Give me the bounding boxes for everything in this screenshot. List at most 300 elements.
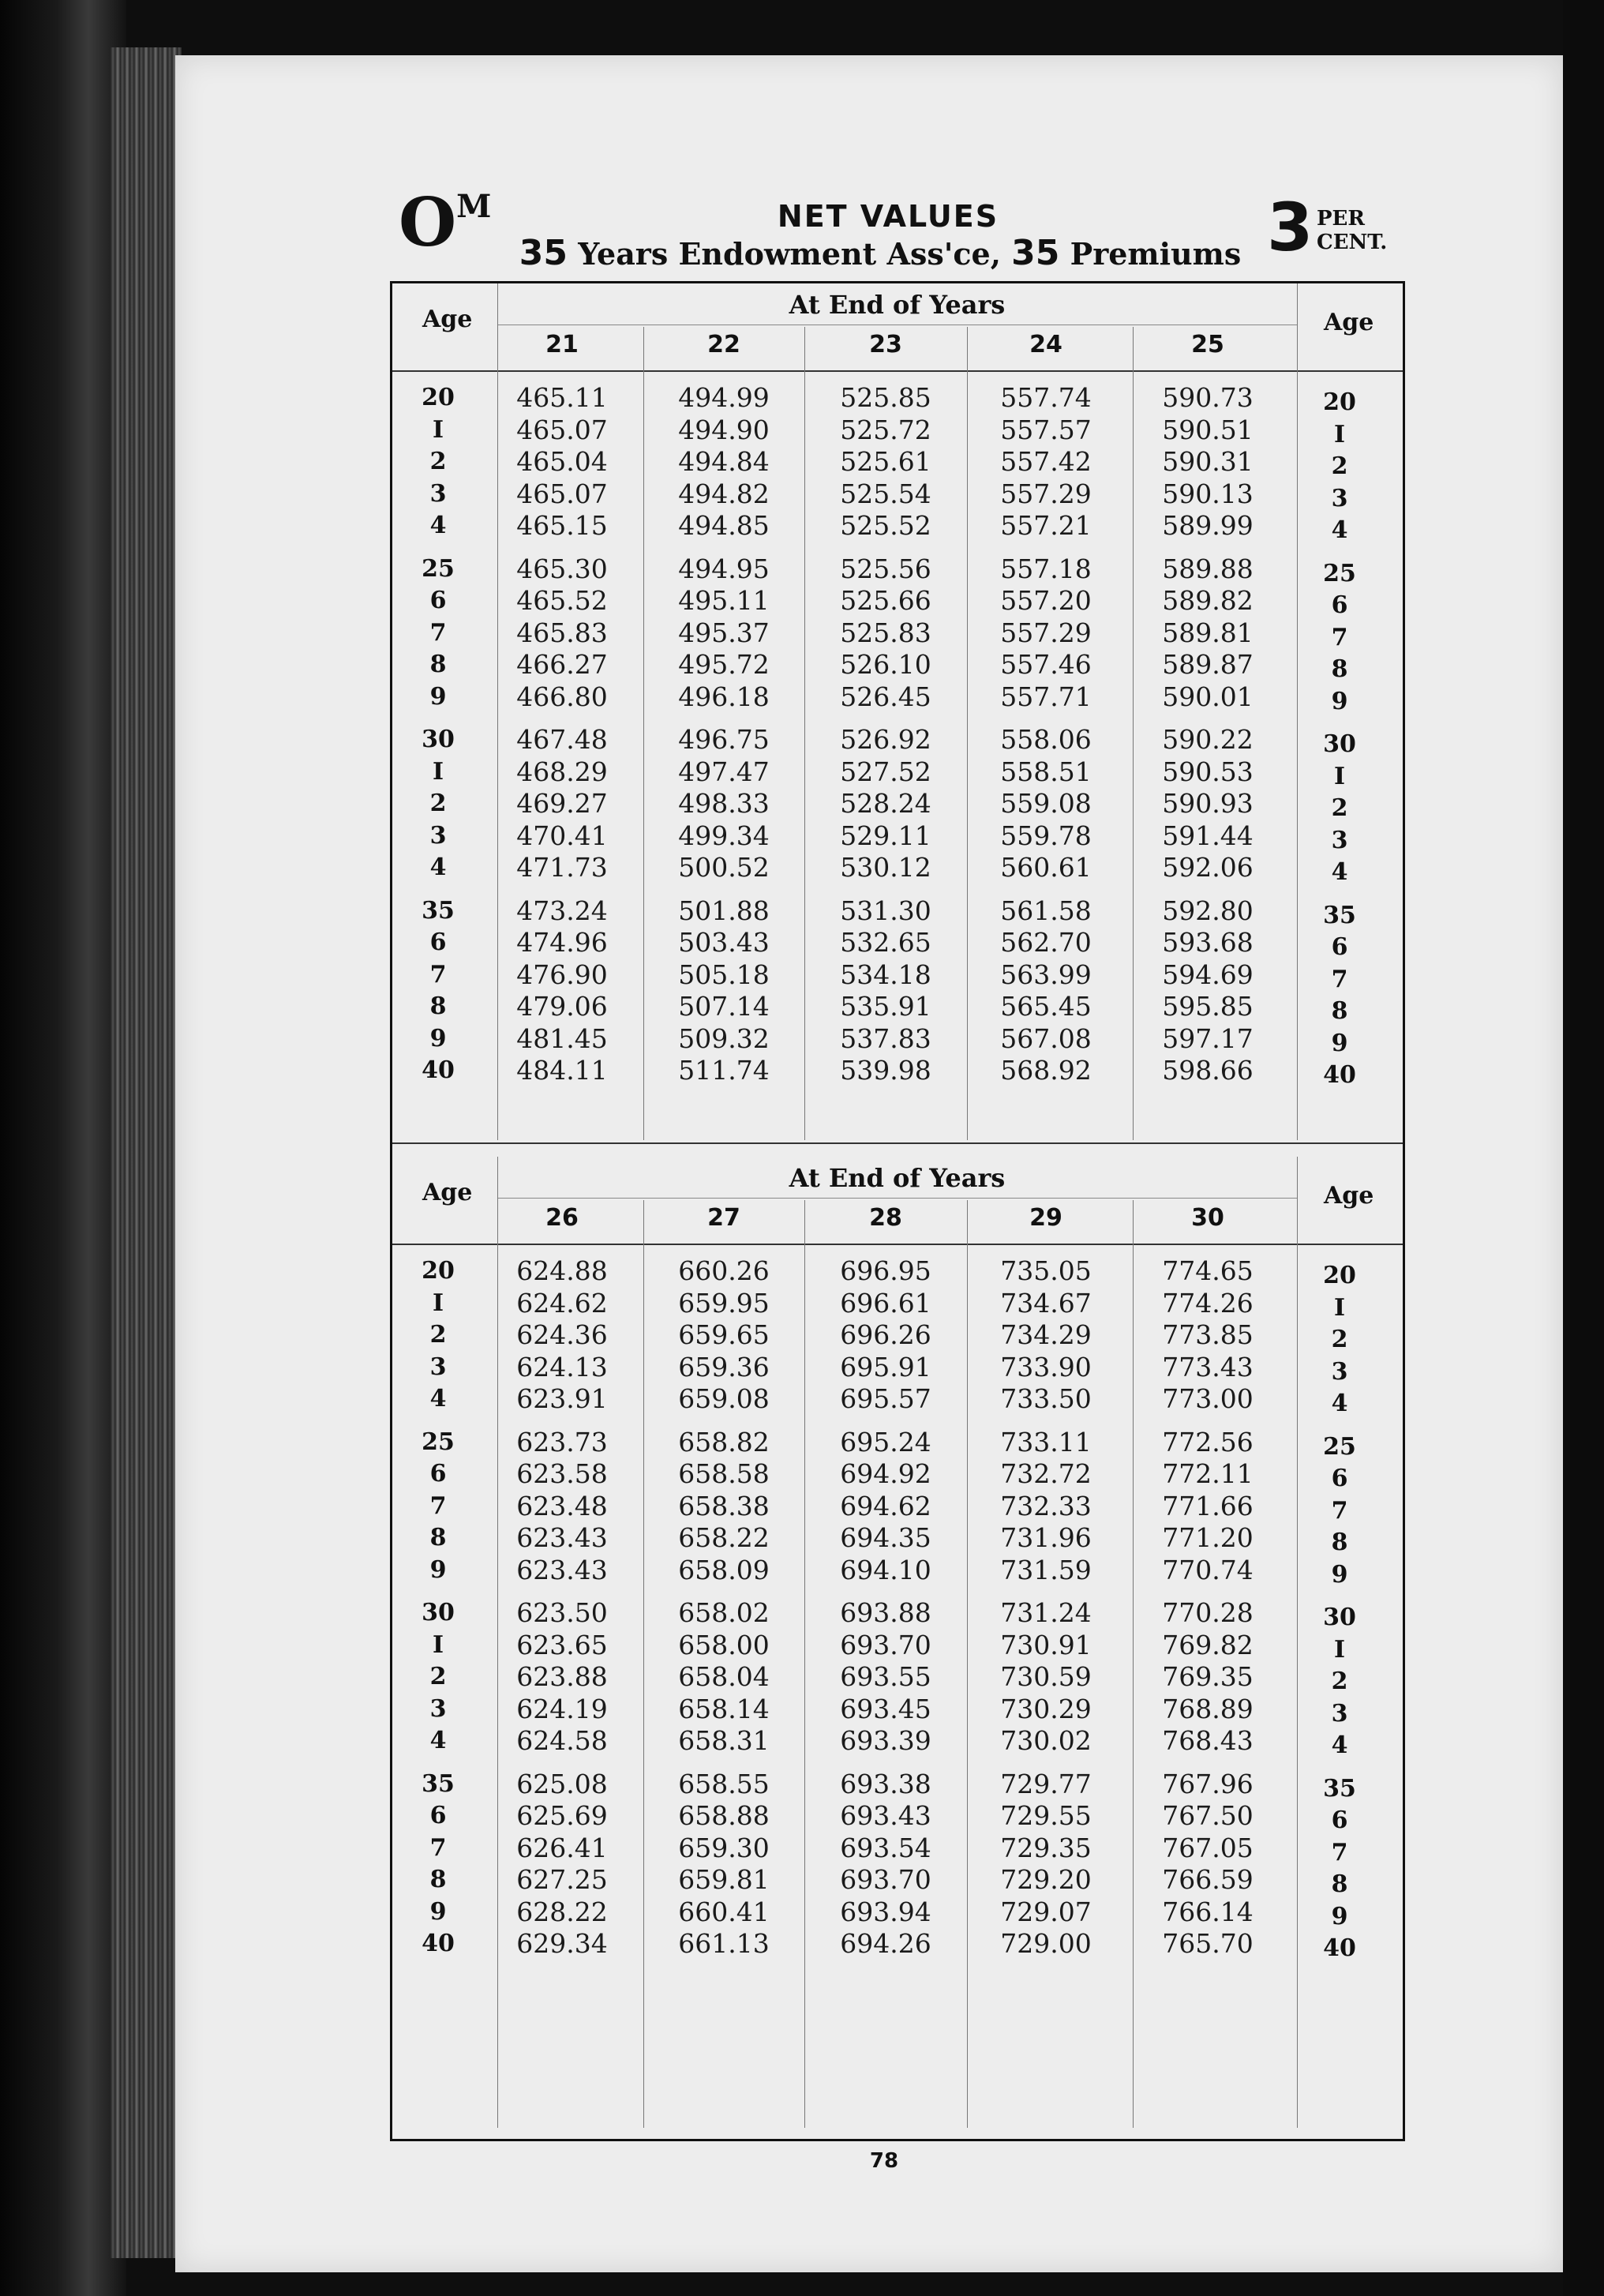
table-cell: 557.42 — [1000, 446, 1092, 477]
table-cell: 733.90 — [1000, 1351, 1092, 1382]
table-cell: 658.38 — [678, 1490, 770, 1521]
scan-border-right — [1563, 0, 1604, 2296]
table-cell: 527.52 — [840, 756, 931, 787]
table-cell: 539.98 — [840, 1055, 931, 1086]
table-cell: 693.88 — [840, 1597, 931, 1628]
table-cell: 731.24 — [1000, 1597, 1092, 1628]
age-label-left: 6 — [429, 1460, 447, 1488]
table-cell: 629.34 — [516, 1928, 608, 1959]
table-cell: 465.83 — [516, 617, 608, 648]
age-label-left: 7 — [429, 1833, 447, 1862]
table-cell: 658.00 — [678, 1629, 770, 1660]
header-rule — [392, 370, 1403, 372]
table-cell: 465.07 — [516, 478, 608, 509]
table-cell: 769.82 — [1162, 1629, 1254, 1660]
table-cell: 526.92 — [840, 724, 931, 755]
table-cell: 660.26 — [678, 1255, 770, 1286]
table-cell: 590.13 — [1162, 478, 1254, 509]
table-section — [392, 283, 1403, 1152]
table-cell: 659.30 — [678, 1832, 770, 1863]
table-cell: 465.07 — [516, 414, 608, 445]
span-rule — [497, 1198, 1297, 1199]
table-cell: 469.27 — [516, 788, 608, 819]
table-cell: 559.78 — [1000, 820, 1092, 851]
table-cell: 597.17 — [1162, 1022, 1254, 1054]
table-cell: 558.51 — [1000, 756, 1092, 787]
table-cell: 471.73 — [516, 852, 608, 883]
table-cell: 526.10 — [840, 649, 931, 680]
age-label-right: 4 — [1331, 516, 1348, 544]
age-header-right: Age — [1324, 1182, 1374, 1210]
table-cell: 494.99 — [678, 382, 770, 413]
table-cell: 693.70 — [840, 1864, 931, 1895]
table-cell: 623.43 — [516, 1522, 608, 1553]
table-cell: 526.45 — [840, 681, 931, 712]
table-cell: 658.14 — [678, 1693, 770, 1724]
table-cell: 732.33 — [1000, 1490, 1092, 1521]
header-rule — [392, 1244, 1403, 1245]
table-cell: 771.66 — [1162, 1490, 1254, 1521]
table-cell: 769.35 — [1162, 1661, 1254, 1692]
age-label-left: 2 — [429, 1663, 447, 1690]
age-label-left: 7 — [429, 960, 447, 989]
age-header-left: Age — [422, 1179, 473, 1206]
table-cell: 693.70 — [840, 1629, 931, 1660]
age-label-left: 35 — [422, 1769, 455, 1798]
table-cell: 589.87 — [1162, 649, 1254, 680]
table-cell: 525.61 — [840, 446, 931, 477]
age-label-right: 4 — [1331, 858, 1348, 886]
age-label-right: 4 — [1331, 1731, 1348, 1759]
table-cell: 729.77 — [1000, 1768, 1092, 1799]
column-header-year-21: 21 — [545, 331, 579, 358]
table-cell: 658.58 — [678, 1458, 770, 1489]
table-cell: 627.25 — [516, 1864, 608, 1895]
table-cell: 498.33 — [678, 788, 770, 819]
title-net-values: NET VALUES — [777, 199, 999, 234]
table-cell: 479.06 — [516, 991, 608, 1022]
age-label-right: 7 — [1331, 965, 1348, 993]
table-cell: 693.45 — [840, 1693, 931, 1724]
table-cell: 557.18 — [1000, 553, 1092, 584]
table-cell: 624.88 — [516, 1255, 608, 1286]
table-cell: 529.11 — [840, 820, 931, 851]
table-cell: 730.59 — [1000, 1661, 1092, 1692]
table-cell: 767.50 — [1162, 1800, 1254, 1831]
age-label-right: I — [1333, 1635, 1346, 1664]
table-cell: 481.45 — [516, 1022, 608, 1054]
table-cell: 694.92 — [840, 1458, 931, 1489]
table-cell: 659.81 — [678, 1864, 770, 1895]
age-label-left: 9 — [429, 1555, 447, 1584]
table-cell: 557.21 — [1000, 510, 1092, 541]
table-cell: 623.73 — [516, 1426, 608, 1458]
age-label-right: 2 — [1331, 452, 1348, 480]
table-cell: 693.94 — [840, 1896, 931, 1927]
age-label-right: 6 — [1331, 1806, 1348, 1834]
table-cell: 557.29 — [1000, 478, 1092, 509]
table-cell: 731.96 — [1000, 1522, 1092, 1553]
age-label-left: 40 — [422, 1056, 455, 1084]
table-cell: 770.28 — [1162, 1597, 1254, 1628]
table-cell: 658.82 — [678, 1426, 770, 1458]
table-cell: 693.55 — [840, 1661, 931, 1692]
table-cell: 658.09 — [678, 1554, 770, 1585]
age-label-right: 6 — [1331, 1465, 1348, 1492]
table-cell: 773.43 — [1162, 1351, 1254, 1382]
age-label-right: 8 — [1331, 997, 1348, 1025]
net-values-table-frame — [390, 281, 1405, 2141]
column-header-year-23: 23 — [869, 331, 902, 358]
table-cell: 590.93 — [1162, 788, 1254, 819]
table-cell: 735.05 — [1000, 1255, 1092, 1286]
table-cell: 624.58 — [516, 1725, 608, 1756]
table-cell: 730.29 — [1000, 1693, 1092, 1724]
age-label-left: I — [432, 757, 444, 786]
table-cell: 537.83 — [840, 1022, 931, 1054]
age-label-right: 8 — [1331, 655, 1348, 683]
age-label-right: 3 — [1331, 484, 1348, 512]
age-label-right: 40 — [1323, 1934, 1356, 1962]
table-cell: 557.74 — [1000, 382, 1092, 413]
table-cell: 731.59 — [1000, 1554, 1092, 1585]
table-cell: 589.99 — [1162, 510, 1254, 541]
title-subheading: 35 Years Endowment Ass'ce, 35 Premiums — [519, 233, 1242, 273]
table-cell: 623.43 — [516, 1554, 608, 1585]
page-stack-edges — [111, 47, 182, 2258]
table-cell: 557.20 — [1000, 585, 1092, 616]
table-cell: 558.06 — [1000, 724, 1092, 755]
table-cell: 693.54 — [840, 1832, 931, 1863]
table-cell: 590.53 — [1162, 756, 1254, 787]
interest-rate-number: 3 — [1267, 189, 1314, 266]
age-label-right: I — [1333, 762, 1346, 790]
table-cell: 465.30 — [516, 553, 608, 584]
age-label-right: 8 — [1331, 1870, 1348, 1898]
table-cell: 509.32 — [678, 1022, 770, 1054]
age-label-right: 2 — [1331, 1326, 1348, 1353]
table-cell: 768.89 — [1162, 1693, 1254, 1724]
column-header-year-25: 25 — [1191, 331, 1224, 358]
age-label-right: 25 — [1323, 1432, 1356, 1461]
table-cell: 729.00 — [1000, 1928, 1092, 1959]
table-cell: 557.57 — [1000, 414, 1092, 445]
table-cell: 659.95 — [678, 1287, 770, 1319]
column-header-year-24: 24 — [1029, 331, 1062, 358]
table-cell: 589.81 — [1162, 617, 1254, 648]
table-cell: 732.72 — [1000, 1458, 1092, 1489]
column-divider — [804, 327, 805, 1140]
table-cell: 774.26 — [1162, 1287, 1254, 1319]
age-label-left: 7 — [429, 1491, 447, 1520]
age-label-left: 4 — [429, 512, 447, 539]
column-header-year-27: 27 — [707, 1204, 740, 1232]
table-cell: 495.37 — [678, 617, 770, 648]
table-cell: 734.67 — [1000, 1287, 1092, 1319]
table-cell: 590.22 — [1162, 724, 1254, 755]
age-label-left: 35 — [422, 896, 455, 925]
age-label-left: 2 — [429, 1321, 447, 1349]
age-label-left: 3 — [429, 1694, 447, 1723]
age-label-right: 35 — [1323, 901, 1356, 929]
age-label-left: 4 — [429, 1727, 447, 1754]
table-cell: 695.57 — [840, 1383, 931, 1414]
table-cell: 507.14 — [678, 991, 770, 1022]
age-label-left: 9 — [429, 1897, 447, 1926]
table-cell: 525.52 — [840, 510, 931, 541]
table-cell: 559.08 — [1000, 788, 1092, 819]
table-cell: 494.85 — [678, 510, 770, 541]
table-cell: 499.34 — [678, 820, 770, 851]
table-section — [392, 1157, 1403, 2144]
table-cell: 623.58 — [516, 1458, 608, 1489]
column-header-year-29: 29 — [1029, 1204, 1062, 1232]
table-cell: 465.52 — [516, 585, 608, 616]
age-label-right: 3 — [1331, 1699, 1348, 1728]
age-label-right: 9 — [1331, 1560, 1348, 1589]
age-label-right: 8 — [1331, 1529, 1348, 1556]
table-cell: 590.51 — [1162, 414, 1254, 445]
table-cell: 624.19 — [516, 1693, 608, 1724]
table-cell: 466.80 — [516, 681, 608, 712]
table-cell: 729.20 — [1000, 1864, 1092, 1895]
table-cell: 623.65 — [516, 1629, 608, 1660]
age-label-left: 6 — [429, 587, 447, 614]
age-label-right: 7 — [1331, 1496, 1348, 1525]
table-cell: 772.56 — [1162, 1426, 1254, 1458]
table-cell: 733.11 — [1000, 1426, 1092, 1458]
age-label-left: 8 — [429, 651, 447, 678]
table-cell: 733.50 — [1000, 1383, 1092, 1414]
age-label-left: 9 — [429, 1024, 447, 1052]
table-cell: 530.12 — [840, 852, 931, 883]
age-label-left: I — [432, 1630, 444, 1659]
age-label-left: 20 — [422, 384, 455, 411]
table-cell: 766.14 — [1162, 1896, 1254, 1927]
table-cell: 696.26 — [840, 1319, 931, 1350]
column-header-year-26: 26 — [545, 1204, 579, 1232]
table-cell: 624.36 — [516, 1319, 608, 1350]
table-cell: 525.83 — [840, 617, 931, 648]
table-cell: 525.54 — [840, 478, 931, 509]
age-label-right: 9 — [1331, 1902, 1348, 1930]
table-cell: 592.80 — [1162, 895, 1254, 926]
table-cell: 511.74 — [678, 1055, 770, 1086]
table-cell: 496.18 — [678, 681, 770, 712]
table-cell: 770.74 — [1162, 1554, 1254, 1585]
table-cell: 734.29 — [1000, 1319, 1092, 1350]
column-divider — [1297, 283, 1298, 1140]
age-label-right: 40 — [1323, 1061, 1356, 1089]
table-cell: 660.41 — [678, 1896, 770, 1927]
table-cell: 623.48 — [516, 1490, 608, 1521]
table-cell: 774.65 — [1162, 1255, 1254, 1286]
age-label-right: 35 — [1323, 1774, 1356, 1803]
table-cell: 465.04 — [516, 446, 608, 477]
age-label-right: 6 — [1331, 591, 1348, 619]
table-cell: 592.06 — [1162, 852, 1254, 883]
at-end-of-years-heading: At End of Years — [789, 290, 1006, 320]
table-cell: 693.43 — [840, 1800, 931, 1831]
age-label-left: 8 — [429, 1866, 447, 1893]
table-cell: 474.96 — [516, 927, 608, 958]
table-cell: 591.44 — [1162, 820, 1254, 851]
age-label-right: 2 — [1331, 1668, 1348, 1695]
age-label-left: I — [432, 415, 444, 444]
table-cell: 560.61 — [1000, 852, 1092, 883]
table-cell: 694.26 — [840, 1928, 931, 1959]
table-cell: 468.29 — [516, 756, 608, 787]
table-cell: 531.30 — [840, 895, 931, 926]
column-divider — [643, 1200, 644, 2128]
table-cell: 589.88 — [1162, 553, 1254, 584]
age-label-right: 3 — [1331, 826, 1348, 854]
age-label-right: 9 — [1331, 1029, 1348, 1057]
table-cell: 496.75 — [678, 724, 770, 755]
table-cell: 768.43 — [1162, 1725, 1254, 1756]
column-header-year-28: 28 — [869, 1204, 902, 1232]
table-cell: 658.31 — [678, 1725, 770, 1756]
table-cell: 772.11 — [1162, 1458, 1254, 1489]
table-cell: 729.35 — [1000, 1832, 1092, 1863]
table-cell: 624.62 — [516, 1287, 608, 1319]
table-cell: 658.22 — [678, 1522, 770, 1553]
table-cell: 525.72 — [840, 414, 931, 445]
age-label-left: 40 — [422, 1930, 455, 1957]
table-cell: 503.43 — [678, 927, 770, 958]
table-cell: 467.48 — [516, 724, 608, 755]
age-label-right: 2 — [1331, 794, 1348, 822]
table-cell: 494.84 — [678, 446, 770, 477]
table-cell: 525.56 — [840, 553, 931, 584]
table-cell: 658.88 — [678, 1800, 770, 1831]
table-cell: 730.91 — [1000, 1629, 1092, 1660]
age-label-left: 4 — [429, 853, 447, 881]
table-cell: 658.04 — [678, 1661, 770, 1692]
table-cell: 771.20 — [1162, 1522, 1254, 1553]
age-label-left: 6 — [429, 929, 447, 956]
table-cell: 528.24 — [840, 788, 931, 819]
table-cell: 729.07 — [1000, 1896, 1092, 1927]
table-cell: 729.55 — [1000, 1800, 1092, 1831]
age-label-right: 20 — [1323, 388, 1356, 416]
table-cell: 565.45 — [1000, 991, 1092, 1022]
at-end-of-years-heading: At End of Years — [789, 1163, 1006, 1193]
table-cell: 568.92 — [1000, 1055, 1092, 1086]
table-cell: 589.82 — [1162, 585, 1254, 616]
table-cell: 696.95 — [840, 1255, 931, 1286]
series-mark: $O^M$ — [399, 183, 493, 261]
interest-rate-label: PER CENT. — [1317, 207, 1388, 254]
age-label-left: 20 — [422, 1257, 455, 1285]
age-label-left: 9 — [429, 682, 447, 711]
age-label-right: 20 — [1323, 1262, 1356, 1289]
age-label-right: 7 — [1331, 623, 1348, 651]
age-label-left: 2 — [429, 448, 447, 475]
table-cell: 535.91 — [840, 991, 931, 1022]
age-label-left: 8 — [429, 1524, 447, 1551]
column-header-year-30: 30 — [1191, 1204, 1224, 1232]
age-label-left: I — [432, 1289, 444, 1317]
age-header-right: Age — [1324, 309, 1374, 336]
table-cell: 767.96 — [1162, 1768, 1254, 1799]
age-label-left: 25 — [422, 1427, 455, 1456]
table-cell: 623.50 — [516, 1597, 608, 1628]
age-label-left: 6 — [429, 1802, 447, 1829]
table-cell: 500.52 — [678, 852, 770, 883]
column-divider — [643, 327, 644, 1140]
age-header-left: Age — [422, 306, 473, 333]
table-cell: 495.11 — [678, 585, 770, 616]
table-cell: 590.01 — [1162, 681, 1254, 712]
age-label-right: 7 — [1331, 1838, 1348, 1866]
table-cell: 625.69 — [516, 1800, 608, 1831]
table-cell: 525.85 — [840, 382, 931, 413]
table-cell: 497.47 — [678, 756, 770, 787]
table-cell: 694.10 — [840, 1554, 931, 1585]
table-cell: 563.99 — [1000, 959, 1092, 990]
column-divider — [804, 1200, 805, 2128]
age-label-right: 9 — [1331, 687, 1348, 715]
table-cell: 593.68 — [1162, 927, 1254, 958]
table-cell: 658.55 — [678, 1768, 770, 1799]
table-cell: 661.13 — [678, 1928, 770, 1959]
table-cell: 595.85 — [1162, 991, 1254, 1022]
book-binding-edge — [0, 0, 126, 2296]
table-cell: 494.90 — [678, 414, 770, 445]
table-cell: 525.66 — [840, 585, 931, 616]
age-label-right: 6 — [1331, 933, 1348, 961]
column-header-year-22: 22 — [707, 331, 740, 358]
column-divider — [1297, 1157, 1298, 2128]
table-cell: 557.71 — [1000, 681, 1092, 712]
table-cell: 773.85 — [1162, 1319, 1254, 1350]
table-cell: 623.91 — [516, 1383, 608, 1414]
age-label-right: 30 — [1323, 730, 1356, 758]
table-cell: 557.29 — [1000, 617, 1092, 648]
table-cell: 626.41 — [516, 1832, 608, 1863]
table-cell: 470.41 — [516, 820, 608, 851]
table-cell: 694.35 — [840, 1522, 931, 1553]
table-cell: 694.62 — [840, 1490, 931, 1521]
age-label-left: 7 — [429, 618, 447, 647]
age-label-left: 30 — [422, 1599, 455, 1626]
table-cell: 659.65 — [678, 1319, 770, 1350]
table-cell: 505.18 — [678, 959, 770, 990]
table-cell: 466.27 — [516, 649, 608, 680]
table-cell: 465.15 — [516, 510, 608, 541]
table-cell: 594.69 — [1162, 959, 1254, 990]
table-cell: 628.22 — [516, 1896, 608, 1927]
age-label-left: 3 — [429, 821, 447, 850]
table-cell: 766.59 — [1162, 1864, 1254, 1895]
section-separator — [392, 1142, 1403, 1144]
table-cell: 465.11 — [516, 382, 608, 413]
age-label-right: 4 — [1331, 1390, 1348, 1417]
table-cell: 659.08 — [678, 1383, 770, 1414]
table-cell: 773.00 — [1162, 1383, 1254, 1414]
age-label-left: 8 — [429, 992, 447, 1020]
age-label-right: 3 — [1331, 1357, 1348, 1386]
age-label-left: 3 — [429, 479, 447, 508]
table-cell: 767.05 — [1162, 1832, 1254, 1863]
table-cell: 625.08 — [516, 1768, 608, 1799]
table-cell: 695.24 — [840, 1426, 931, 1458]
age-label-left: 30 — [422, 726, 455, 753]
table-cell: 659.36 — [678, 1351, 770, 1382]
table-cell: 567.08 — [1000, 1022, 1092, 1054]
table-cell: 495.72 — [678, 649, 770, 680]
